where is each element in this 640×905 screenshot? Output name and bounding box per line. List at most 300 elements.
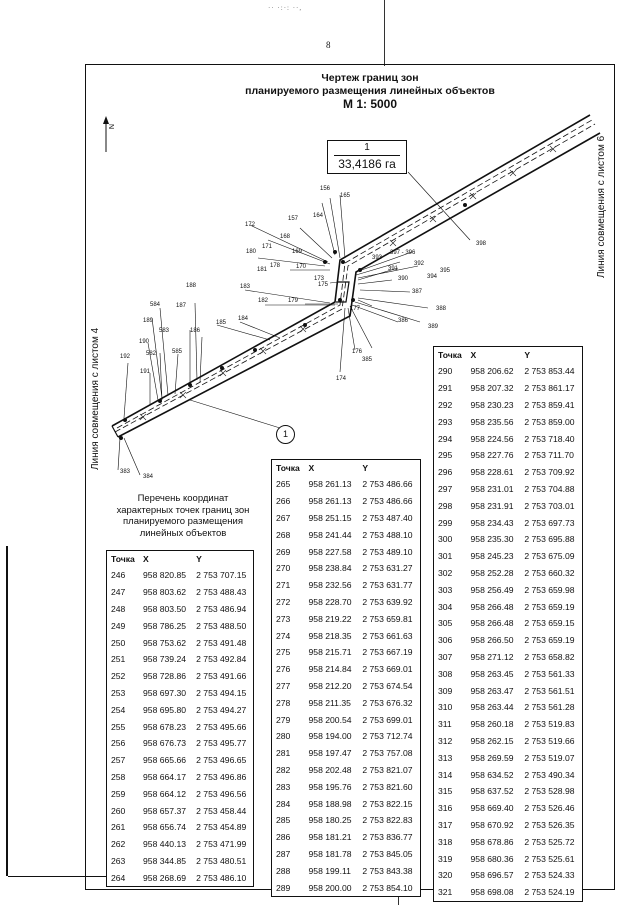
y-cell: 2 753 669.01 [362,664,413,675]
point-cell: 294 [438,433,453,444]
x-cell: 958 180.25 [308,815,352,826]
point-cell: 258 [111,771,126,782]
caption-line-2: характерных точек границ зон [116,504,250,516]
x-cell: 958 197.47 [308,748,352,759]
point-cell: 247 [111,587,126,598]
y-cell: 2 753 488.10 [362,529,413,540]
point-cell: 301 [438,551,453,562]
y-cell: 2 753 836.77 [362,832,413,843]
x-cell: 958 269.59 [470,752,514,763]
fold-line-top [384,0,385,66]
x-cell: 958 215.71 [308,647,352,658]
x-cell: 958 696.57 [470,870,514,881]
point-cell: 286 [276,832,291,843]
x-cell: 958 200.54 [308,714,352,725]
point-cell: 282 [276,764,291,775]
y-cell: 2 753 822.83 [362,815,413,826]
table-row [272,594,421,611]
point-label: 192 [120,354,131,360]
point-cell: 251 [111,654,126,665]
point-label: 392 [414,261,425,267]
table-row [434,850,583,867]
y-cell: 2 753 489.10 [362,546,413,557]
x-cell: 958 263.45 [470,668,514,679]
point-label: 393 [372,255,383,261]
y-cell: 2 753 845.05 [362,848,413,859]
point-cell: 260 [111,805,126,816]
point-cell: 255 [111,721,126,732]
table-row [107,685,254,702]
y-cell: 2 753 667.19 [362,647,413,658]
point-cell: 257 [111,755,126,766]
table-row [434,783,583,800]
col-y-header: Y [362,463,369,473]
match-line-label-left: Линия совмещения с листом 4 [90,327,101,470]
table-row [272,829,421,846]
table-row [434,699,583,716]
point-cell: 308 [438,668,453,679]
table-row [107,634,254,651]
x-cell: 958 680.36 [470,853,514,864]
point-cell: 252 [111,671,126,682]
y-cell: 2 753 854.10 [362,882,413,893]
point-cell: 321 [438,887,453,898]
y-cell: 2 753 821.60 [362,781,413,792]
point-cell: 279 [276,714,291,725]
point-cell: 268 [276,529,291,540]
table-row [272,728,421,745]
point-label: 165 [340,193,351,199]
table-row [272,778,421,795]
point-label: 182 [258,298,269,304]
x-cell: 958 214.84 [308,664,352,675]
x-cell: 958 266.48 [470,601,514,612]
table-row [434,598,583,615]
x-cell: 958 263.47 [470,685,514,696]
table-row [434,649,583,666]
point-cell: 315 [438,786,453,797]
x-cell: 958 219.22 [308,613,352,624]
x-cell: 958 637.52 [470,786,514,797]
x-cell: 958 228.61 [470,467,514,478]
table-row [107,735,254,752]
point-label: 156 [320,186,331,192]
x-cell: 958 235.56 [470,416,514,427]
y-cell: 2 753 639.92 [362,596,413,607]
point-label: 397 - 396 [390,250,416,256]
y-cell: 2 753 491.66 [196,671,247,682]
table-row [107,718,254,735]
point-cell: 267 [276,512,291,523]
x-cell: 958 803.50 [143,603,187,614]
point-cell: 292 [438,399,453,410]
point-label: 179 [288,298,299,304]
y-cell: 2 753 712.74 [362,731,413,742]
point-cell: 256 [111,738,126,749]
y-cell: 2 753 703.01 [524,500,575,511]
point-cell: 283 [276,781,291,792]
point-cell: 310 [438,702,453,713]
match-line-label-right: Линия совмещения с листом 6 [596,135,607,278]
x-cell: 958 195.76 [308,781,352,792]
table-row [107,802,254,819]
y-cell: 2 753 526.46 [524,803,575,814]
table-row [434,565,583,582]
point-label: 583 [159,328,170,334]
point-label: 390 [398,276,409,282]
table-row [272,560,421,577]
caption-line-3: планируемого размещения [123,516,243,527]
point-cell: 291 [438,383,453,394]
y-cell: 2 753 821.07 [362,764,413,775]
y-cell: 2 753 494.27 [196,704,247,715]
x-cell: 958 676.73 [143,738,187,749]
y-cell: 2 753 853.44 [524,366,575,377]
point-label: 384 [143,474,154,480]
point-label: 387 [412,289,423,295]
y-cell: 2 753 659.19 [524,601,575,612]
table-row [272,745,421,762]
caption-line-4: линейных объектов [139,527,227,539]
col-point-header: Точка [438,350,462,360]
y-cell: 2 753 561.51 [524,685,575,696]
point-label: 391 [388,266,399,272]
point-label: 178 [270,263,281,269]
table-row [434,833,583,850]
point-cell: 284 [276,798,291,809]
point-label: 187 [176,303,187,309]
x-cell: 958 199.11 [308,865,351,876]
y-cell: 2 753 561.28 [524,702,575,713]
point-cell: 314 [438,769,453,780]
y-cell: 2 753 495.77 [196,738,247,749]
point-label: 171 [262,244,273,250]
table-row [272,493,421,510]
y-cell: 2 753 704.88 [524,483,575,494]
table-row [434,514,583,531]
point-cell: 296 [438,467,453,478]
page-number: 8 [326,40,331,50]
x-cell: 958 207.32 [470,383,514,394]
x-cell: 958 753.62 [143,637,187,648]
y-cell: 2 753 658.82 [524,651,575,662]
x-cell: 958 231.01 [470,483,514,494]
table-row [107,769,254,786]
y-cell: 2 753 695.88 [524,534,575,545]
table-row [272,577,421,594]
x-cell: 958 241.44 [308,529,352,540]
caption-line-1: Перечень координат [137,493,229,504]
y-cell: 2 753 519.83 [524,719,575,730]
y-cell: 2 753 699.01 [362,714,413,725]
y-cell: 2 753 660.32 [524,567,575,578]
north-arrow-label: N [107,124,114,130]
table-row [434,766,583,783]
table-row [107,567,254,584]
point-label: 386 [398,318,409,324]
x-cell: 958 695.80 [143,704,187,715]
x-cell: 958 234.43 [470,517,514,528]
point-cell: 277 [276,680,291,691]
y-cell: 2 753 496.86 [196,771,247,782]
point-label: 385 [362,357,373,363]
point-label: 176 [352,349,363,355]
point-cell: 278 [276,697,291,708]
table-row [272,543,421,560]
point-cell: 300 [438,534,453,545]
col-point-header: Точка [276,463,300,473]
y-cell: 2 753 676.32 [362,697,413,708]
point-cell: 263 [111,855,126,866]
y-cell: 2 753 659.19 [524,635,575,646]
x-cell: 958 228.70 [308,596,352,607]
x-cell: 958 227.58 [308,546,352,557]
x-cell: 958 230.23 [470,399,514,410]
point-label: 582 [146,351,157,357]
point-cell: 265 [276,479,291,490]
point-cell: 276 [276,664,291,675]
point-cell: 266 [276,496,291,507]
x-cell: 958 260.18 [470,719,514,730]
point-cell: 249 [111,620,126,631]
x-cell: 958 271.12 [470,651,514,662]
point-cell: 317 [438,819,453,830]
x-cell: 958 344.85 [143,855,187,866]
x-cell: 958 820.85 [143,570,187,581]
y-cell: 2 753 859.41 [524,399,575,410]
x-cell: 958 665.66 [143,755,187,766]
y-cell: 2 753 631.27 [362,563,413,574]
y-cell: 2 753 822.15 [362,798,413,809]
point-label: 185 [216,320,227,326]
point-cell: 302 [438,567,453,578]
point-label: 395 [440,268,451,274]
y-cell: 2 753 491.48 [196,637,247,648]
y-cell: 2 753 496.65 [196,755,247,766]
x-cell: 958 206.62 [470,366,514,377]
y-cell: 2 753 661.63 [362,630,413,641]
y-cell: 2 753 659.81 [362,613,413,624]
y-cell: 2 753 659.98 [524,584,575,595]
table-row [272,862,421,879]
point-cell: 307 [438,651,453,662]
col-x-header: X [143,554,149,564]
x-cell: 958 194.00 [308,731,352,742]
x-cell: 958 656.74 [143,822,187,833]
point-cell: 281 [276,748,291,759]
table-row [434,632,583,649]
point-label: 180 [246,249,257,255]
table-row [272,846,421,863]
y-cell: 2 753 487.40 [362,512,413,523]
point-cell: 262 [111,839,126,850]
table-row [107,668,254,685]
zone-area: 33,4186 га [338,157,396,171]
y-cell: 2 753 490.34 [524,769,575,780]
table-row [434,716,583,733]
col-x-header: X [308,463,315,473]
coordinates-table-1 [106,550,254,887]
y-cell: 2 753 843.38 [362,865,413,876]
point-cell: 309 [438,685,453,696]
table-row [434,615,583,632]
table-row [272,762,421,779]
x-cell: 958 252.28 [470,567,514,578]
point-cell: 303 [438,584,453,595]
point-label: 191 [140,369,151,375]
point-cell: 298 [438,500,453,511]
table-row [107,617,254,634]
table-row [434,531,583,548]
y-cell: 2 753 488.50 [196,620,247,631]
table-row [434,363,583,380]
table-row [434,447,583,464]
point-cell: 288 [276,865,291,876]
table-row [434,581,583,598]
point-cell: 297 [438,483,453,494]
table-row [272,644,421,661]
table-row [434,800,583,817]
zone-number: 1 [364,142,370,153]
table-row [107,601,254,618]
x-cell: 958 232.56 [308,580,352,591]
table-row [434,397,583,414]
point-cell: 275 [276,647,291,658]
table-row [272,879,421,896]
table-row [272,627,421,644]
table-row [107,853,254,870]
zone-circle-label: 1 [276,425,295,444]
table-row [434,380,583,397]
point-label: 172 [245,222,256,228]
x-cell: 958 211.35 [308,697,351,708]
point-label: 174 [336,376,347,382]
x-cell: 958 268.69 [143,872,187,883]
table-row [107,584,254,601]
point-label: 188 [186,283,197,289]
col-y-header: Y [524,350,531,360]
x-cell: 958 218.35 [308,630,352,641]
table-row [272,476,421,493]
col-x-header: X [470,350,477,360]
x-cell: 958 181.21 [308,832,352,843]
table-row [272,510,421,527]
scan-smudge: ·· ·:·: ··, [268,4,303,12]
x-cell: 958 669.40 [470,803,514,814]
table-row [434,749,583,766]
point-label: 169 [292,249,303,255]
point-label: 173 [314,276,325,282]
y-cell: 2 753 697.73 [524,517,575,528]
table-row [434,548,583,565]
table-row [272,526,421,543]
y-cell: 2 753 458.44 [196,805,247,816]
point-cell: 313 [438,752,453,763]
x-cell: 958 678.23 [143,721,187,732]
x-cell: 958 803.62 [143,587,187,598]
point-cell: 273 [276,613,291,624]
y-cell: 2 753 495.66 [196,721,247,732]
point-cell: 289 [276,882,291,893]
point-cell: 259 [111,788,126,799]
point-label: 170 [296,264,307,270]
table-row [434,884,583,901]
y-cell: 2 753 524.33 [524,870,575,881]
drawing-title [205,72,535,111]
point-cell: 246 [111,570,126,581]
table-row [434,733,583,750]
point-cell: 293 [438,416,453,427]
y-cell: 2 753 486.94 [196,603,247,614]
zone-area-box [327,140,407,174]
x-cell: 958 245.23 [470,551,514,562]
table-row [434,665,583,682]
table-row [434,464,583,481]
north-arrow-icon [103,116,114,152]
table-row [434,682,583,699]
point-cell: 269 [276,546,291,557]
table-row [434,867,583,884]
y-cell: 2 753 709.92 [524,467,575,478]
x-cell: 958 664.12 [143,788,187,799]
x-cell: 958 251.15 [308,512,352,523]
point-cell: 287 [276,848,291,859]
point-cell: 312 [438,735,453,746]
left-margin-bar [6,546,8,876]
y-cell: 2 753 631.77 [362,580,413,591]
point-label: 398 [476,241,487,247]
point-cell: 271 [276,580,291,591]
point-cell: 305 [438,618,453,629]
point-cell: 285 [276,815,291,826]
y-cell: 2 753 519.07 [524,752,575,763]
x-cell: 958 256.49 [470,584,514,595]
y-cell: 2 753 471.99 [196,839,247,850]
y-cell: 2 753 486.66 [362,496,413,507]
y-cell: 2 753 496.56 [196,788,247,799]
point-cell: 290 [438,366,453,377]
y-cell: 2 753 861.17 [524,383,575,394]
x-cell: 958 261.13 [308,479,352,490]
y-cell: 2 753 707.15 [196,570,247,581]
point-label: 186 [190,328,201,334]
y-cell: 2 753 859.00 [524,416,575,427]
x-cell: 958 678.86 [470,836,514,847]
point-cell: 304 [438,601,453,612]
point-cell: 272 [276,596,291,607]
point-cell: 253 [111,687,126,698]
point-label: 181 [257,267,268,273]
point-cell: 261 [111,822,126,833]
x-cell: 958 238.84 [308,563,352,574]
x-cell: 958 200.00 [308,882,352,893]
title-scale: М 1: 5000 [342,97,398,111]
point-cell: 270 [276,563,291,574]
table-row [107,869,254,886]
point-cell: 250 [111,637,126,648]
y-cell: 2 753 486.66 [362,479,413,490]
table-row [434,481,583,498]
table-row [272,694,421,711]
y-cell: 2 753 524.19 [524,887,575,898]
title-line-1: Чертеж границ зон [321,72,419,84]
x-cell: 958 728.86 [143,671,187,682]
x-cell: 958 212.20 [308,680,352,691]
table-row [272,610,421,627]
y-cell: 2 753 486.10 [196,872,247,883]
table-row [272,678,421,695]
y-cell: 2 753 525.72 [524,836,575,847]
